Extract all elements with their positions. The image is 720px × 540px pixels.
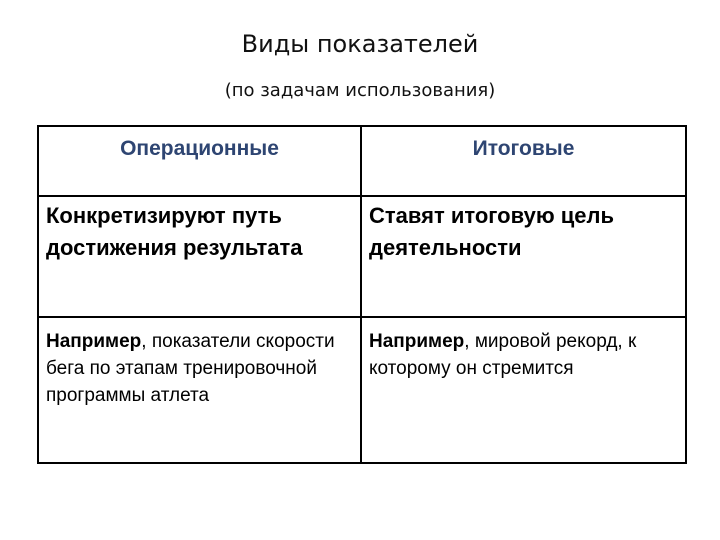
header-final: Итоговые <box>361 126 686 196</box>
example-prefix: Например <box>369 331 465 352</box>
table-row <box>38 196 686 317</box>
final-description: Ставят итоговую цель деятельности <box>361 196 686 317</box>
slide-subtitle: (по задачам использования) <box>224 80 496 101</box>
operational-example-text: , показатели скорости бега по этапам тренировочной программы атлета <box>46 331 335 406</box>
table-row <box>38 317 686 463</box>
indicators-table <box>37 125 687 464</box>
example-prefix: Например <box>46 331 142 352</box>
slide-title: Виды показателей <box>241 30 479 58</box>
operational-description: Конкретизируют путь достижения результата <box>38 196 361 317</box>
final-example-text: , мировой рекорд, к которому он стремится <box>369 331 637 379</box>
header-operational: Операционные <box>38 126 361 196</box>
operational-example-cell <box>38 317 361 463</box>
table-header-row <box>38 126 686 196</box>
final-example-cell <box>361 317 686 463</box>
